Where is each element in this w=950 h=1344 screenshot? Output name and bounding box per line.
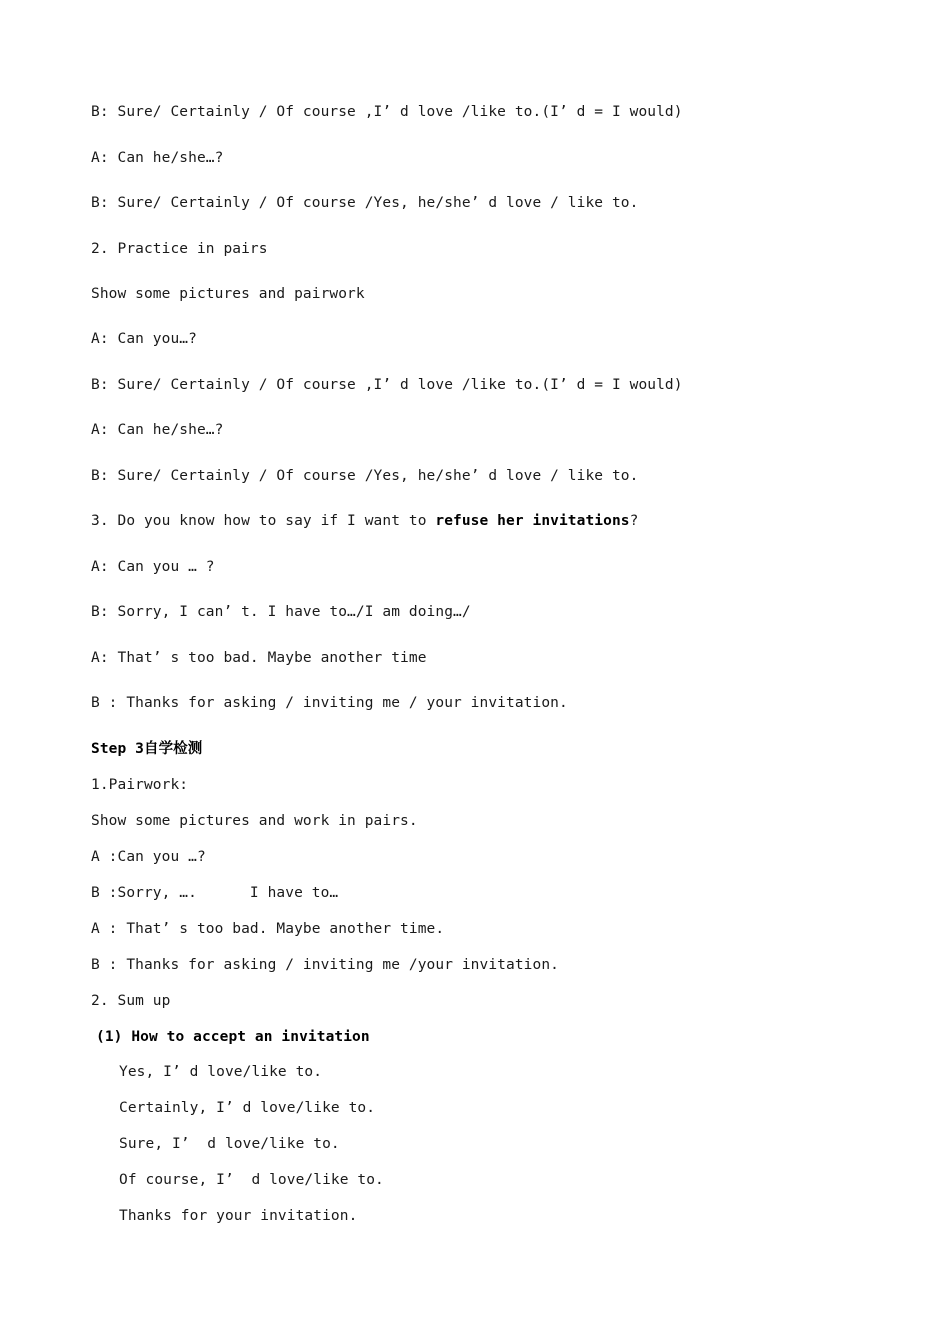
dialogue-line: B : Thanks for asking / inviting me /your invitation. <box>91 957 559 973</box>
dialogue-line: B: Sure/ Certainly / Of course /Yes, he/she’ d love / like to. <box>91 195 639 211</box>
section-item: 2. Practice in pairs <box>91 241 268 257</box>
instruction-line: Show some pictures and work in pairs. <box>91 813 418 829</box>
emphasis-text: refuse her invitations <box>435 513 630 529</box>
dialogue-line: A :Can you …? <box>91 849 206 865</box>
dialogue-line: A: Can you…? <box>91 331 197 347</box>
section-item: 1.Pairwork: <box>91 777 189 793</box>
accept-phrase: Of course, I’ d love/like to. <box>119 1172 384 1188</box>
dialogue-line: A : That’ s too bad. Maybe another time. <box>91 921 445 937</box>
dialogue-line: B: Sure/ Certainly / Of course /Yes, he/she’ d love / like to. <box>91 468 639 484</box>
dialogue-line: A: Can he/she…? <box>91 150 224 166</box>
dialogue-line: A: Can he/she…? <box>91 422 224 438</box>
sub-heading: (1) How to accept an invitation <box>96 1029 370 1045</box>
dialogue-line: B : Thanks for asking / inviting me / your invitation. <box>91 695 568 711</box>
question-text: 3. Do you know how to say if I want to <box>91 513 436 529</box>
dialogue-line: B: Sure/ Certainly / Of course ,I’ d love /like to.(I’ d = I would) <box>91 104 683 120</box>
step-heading: Step 3自学检测 <box>91 741 203 757</box>
section-item: 2. Sum up <box>91 993 171 1009</box>
dialogue-line: B :Sorry, …. I have to… <box>91 885 339 901</box>
dialogue-line: A: Can you … ? <box>91 559 215 575</box>
accept-phrase: Sure, I’ d love/like to. <box>119 1136 340 1152</box>
question-line <box>91 512 638 530</box>
accept-phrase: Certainly, I’ d love/like to. <box>119 1100 376 1116</box>
instruction-line: Show some pictures and pairwork <box>91 286 365 302</box>
dialogue-line: A: That’ s too bad. Maybe another time <box>91 650 427 666</box>
question-mark: ? <box>629 513 639 529</box>
accept-phrase: Thanks for your invitation. <box>119 1208 358 1224</box>
accept-phrase: Yes, I’ d love/like to. <box>119 1064 323 1080</box>
dialogue-line: B: Sure/ Certainly / Of course ,I’ d love /like to.(I’ d = I would) <box>91 377 683 393</box>
dialogue-line: B: Sorry, I can’ t. I have to…/I am doing…/ <box>91 604 471 620</box>
